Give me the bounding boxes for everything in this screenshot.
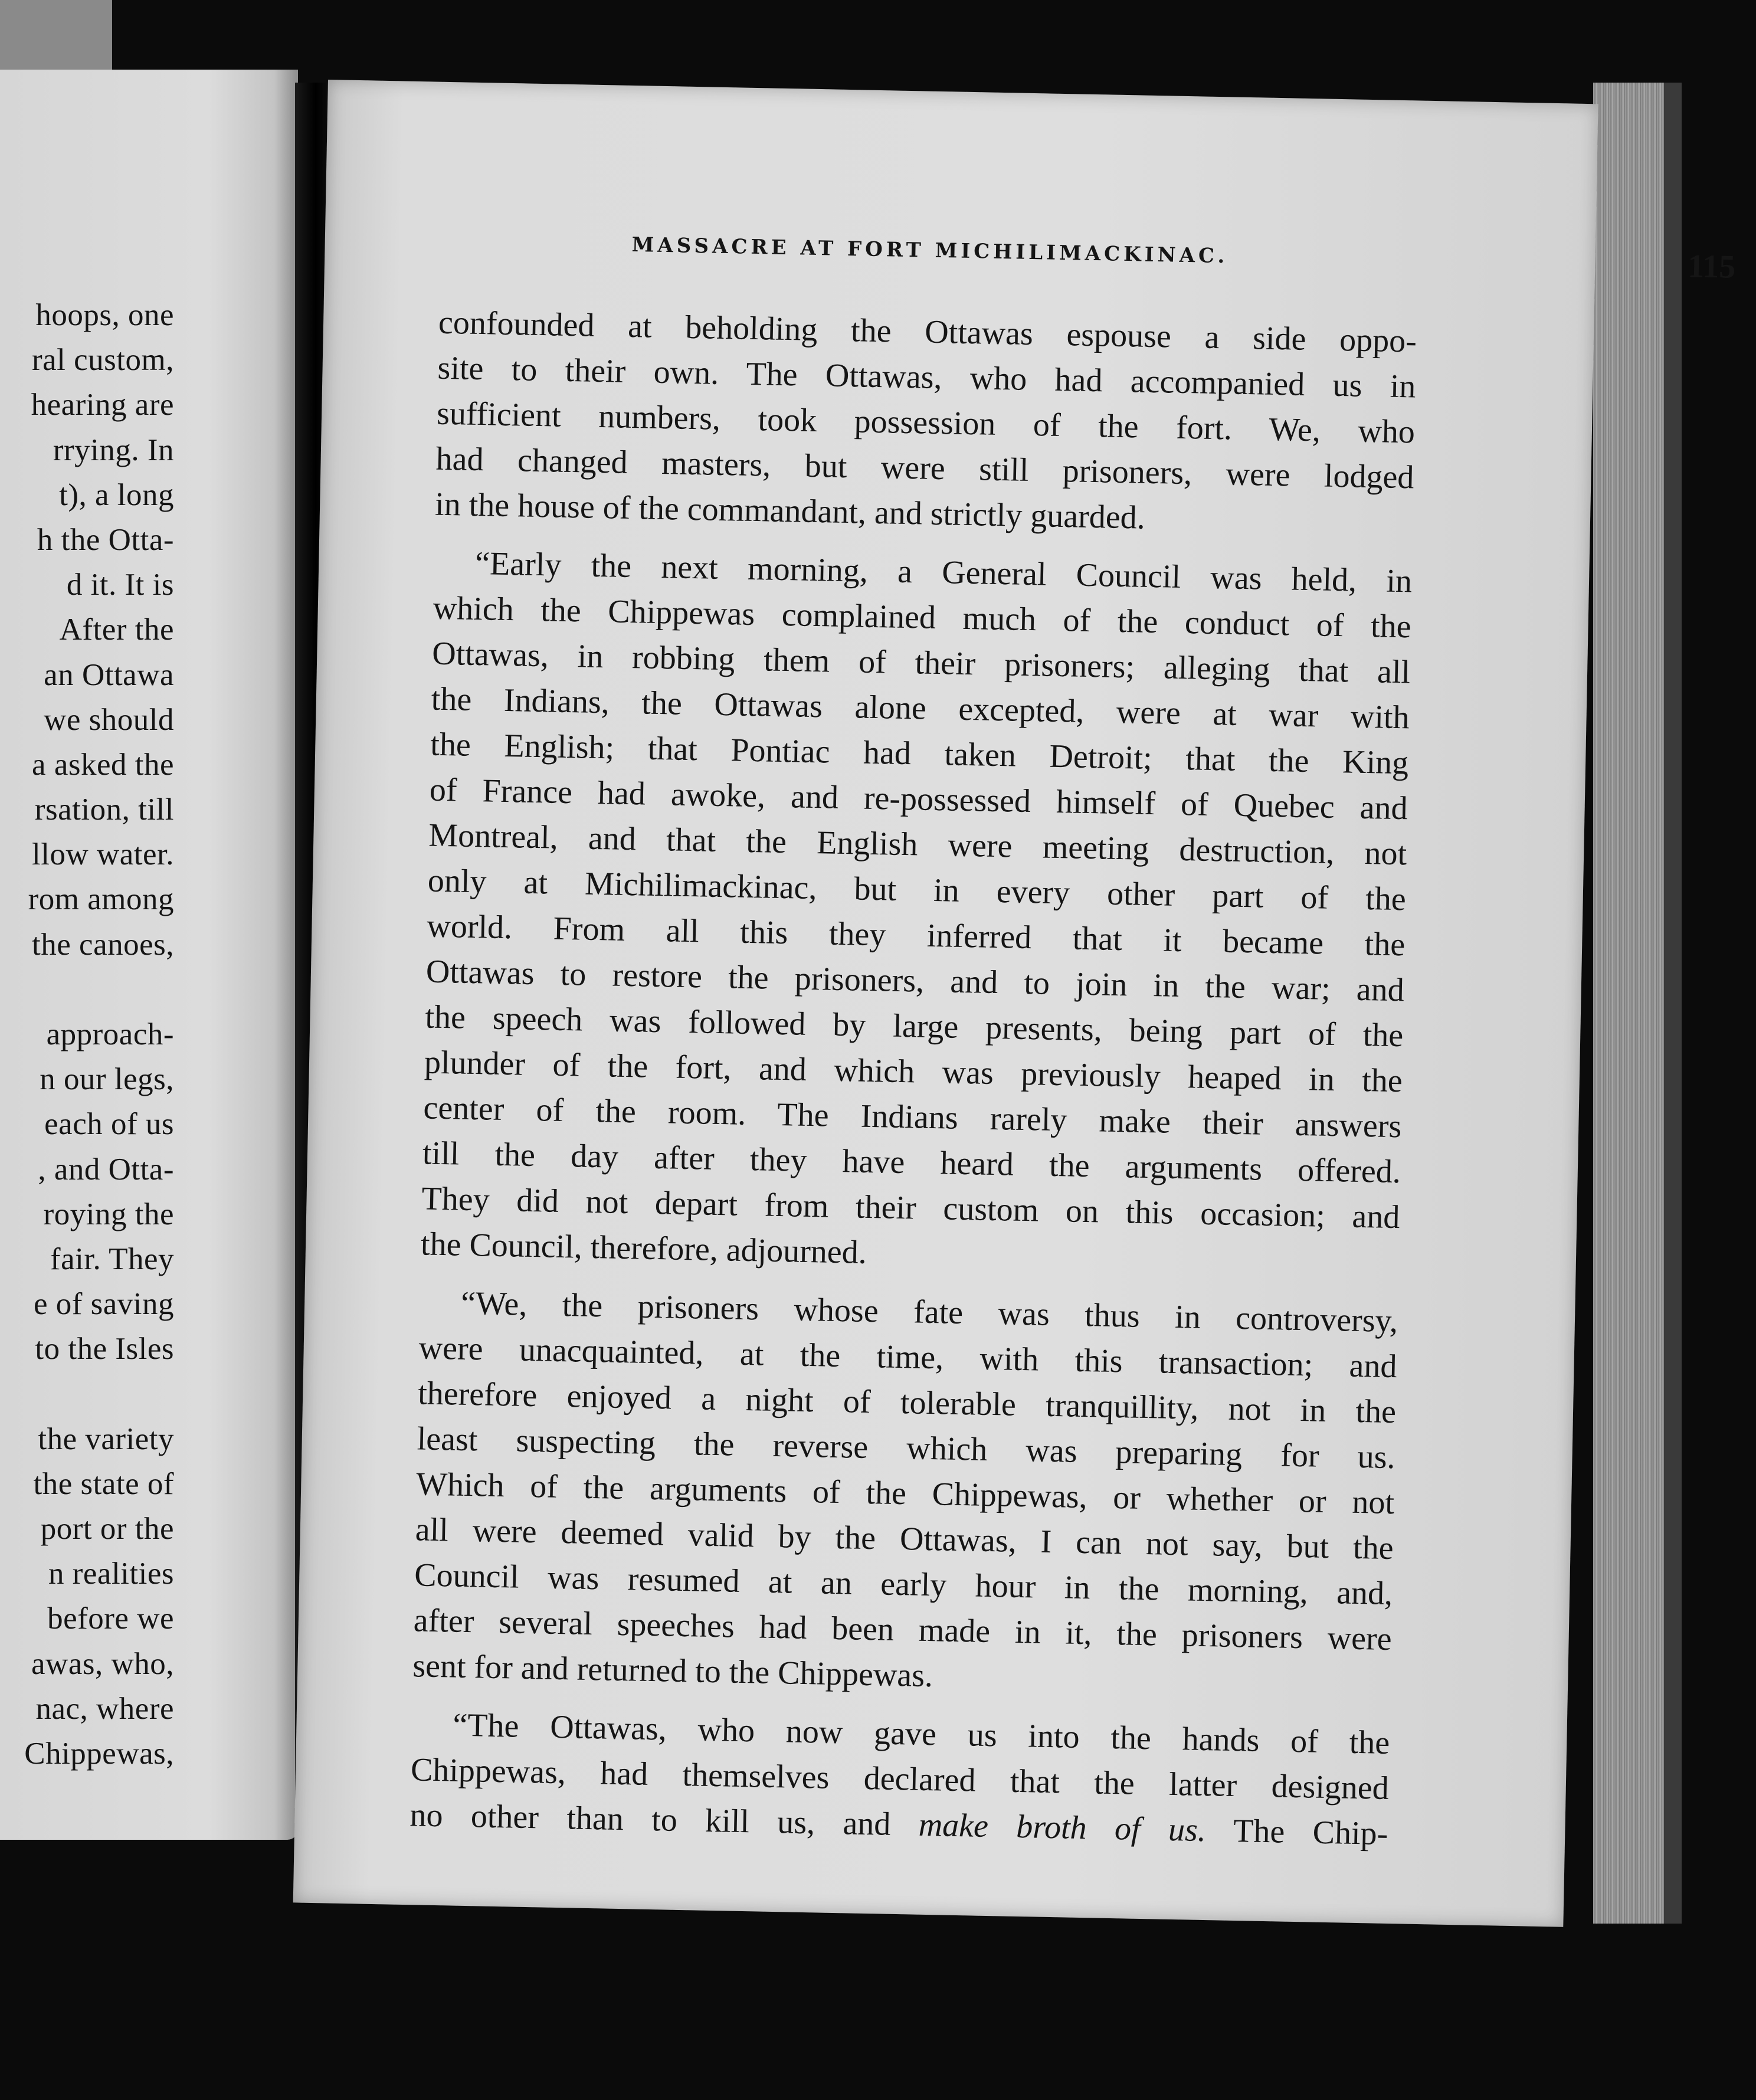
- right-page: [293, 80, 1736, 1927]
- left-page-line: llow water.: [32, 837, 174, 872]
- left-page-line: , and Otta-: [38, 1152, 174, 1187]
- scan-border: [0, 0, 112, 71]
- text-line: the English; that Pontiac had taken Detroit; that the King: [430, 726, 1409, 782]
- paragraph: [420, 540, 1412, 1286]
- left-page-line: h the Otta-: [37, 522, 174, 557]
- text-line: least suspecting the reverse which was preparing for us.: [417, 1420, 1396, 1476]
- text-line: world. From all this they inferred that it became the: [426, 908, 1406, 964]
- text-line: “Early the next morning, a General Council was held, in: [474, 545, 1413, 600]
- text-line: Montreal, and that the English were meeting destruction, not: [428, 817, 1407, 873]
- italic-text-run: make broth of us.: [918, 1806, 1207, 1849]
- text-line: confounded at beholding the Ottawas espouse a side oppo-: [438, 304, 1417, 360]
- text-line: site to their own. The Ottawas, who had accompanied us in: [437, 349, 1416, 405]
- text-line: had changed masters, but were still prisoners, were lodged: [435, 440, 1414, 496]
- paragraph: [412, 1280, 1398, 1708]
- left-page-line: hoops, one: [35, 298, 174, 332]
- text-line: only at Michilimackinac, but in every other part of the: [427, 862, 1407, 918]
- text-line: all were deemed valid by the Ottawas, I can not say, but the: [415, 1511, 1394, 1567]
- left-page-line: rom among: [28, 882, 174, 917]
- text-line: in the house of the commandant, and strictly guarded.: [434, 486, 1146, 536]
- text-run: The Chip-: [1205, 1812, 1388, 1853]
- text-line: sufficient numbers, took possession of the fort. We, who: [436, 395, 1416, 451]
- left-page-line: approach-: [46, 1017, 174, 1051]
- paragraph: [434, 300, 1417, 546]
- left-page-line: the canoes,: [32, 927, 174, 962]
- text-line: “We, the prisoners whose fate was thus in controversy,: [460, 1285, 1398, 1340]
- left-page-line: After the: [59, 612, 174, 647]
- text-line: the Indians, the Ottawas alone excepted, were at war with: [431, 680, 1410, 736]
- text-line: sent for and returned to the Chippewas.: [412, 1647, 933, 1695]
- left-page-line: e of saving: [33, 1287, 174, 1322]
- page-number: 115: [1687, 248, 1736, 286]
- left-page-line: ral custom,: [32, 343, 174, 378]
- text-line: Ottawas to restore the prisoners, and to join in the war; and: [425, 953, 1405, 1009]
- left-page-line: rsation, till: [34, 792, 174, 827]
- left-page-line: n our legs,: [40, 1062, 174, 1097]
- left-page: [0, 70, 298, 1840]
- left-page-line: Chippewas,: [24, 1737, 174, 1771]
- left-page-text: [0, 293, 174, 1776]
- text-line: the Council, therefore, adjourned.: [420, 1226, 867, 1271]
- text-line: Chippewas, had themselves declared that the latter designed: [410, 1751, 1390, 1807]
- left-page-line: before we: [47, 1601, 174, 1636]
- page-body-text: [409, 300, 1417, 1857]
- paragraph: [409, 1702, 1390, 1857]
- text-line: Council was resumed at an early hour in the morning, and,: [414, 1557, 1393, 1613]
- text-line: “The Ottawas, who now gave us into the hands of the: [452, 1706, 1390, 1762]
- left-page-line: each of us: [44, 1107, 174, 1142]
- text-line: till the day after they have heard the arguments offered.: [422, 1135, 1401, 1191]
- left-page-line: fair. They: [50, 1241, 174, 1276]
- running-head: [631, 227, 1753, 296]
- text-line: which the Chippewas complained much of the conduct of the: [433, 589, 1412, 646]
- text-line: the speech was followed by large presents, being part of the: [424, 998, 1404, 1054]
- left-page-line: to the Isles: [35, 1332, 174, 1367]
- text-line: after several speeches had been made in it, the prisoners were: [413, 1602, 1393, 1658]
- left-page-line: hearing are: [31, 388, 174, 422]
- text-line: were unacquainted, at the time, with this transaction; and: [418, 1329, 1398, 1385]
- left-page-line: nac, where: [35, 1691, 174, 1726]
- text-line: Which of the arguments of the Chippewas, or whether or not: [415, 1466, 1395, 1522]
- running-head-title: MASSACRE AT FORT MICHILIMACKINAC.: [631, 232, 1228, 268]
- text-run: no other than to kill us, and: [409, 1797, 919, 1843]
- text-line: plunder of the fort, and which was previously heaped in the: [424, 1044, 1403, 1100]
- left-page-line: the variety: [38, 1421, 174, 1456]
- left-page-line: roying the: [43, 1197, 174, 1231]
- left-page-line: [0, 967, 174, 1012]
- text-line: Ottawas, in robbing them of their prisoners; alleging that all: [431, 635, 1411, 691]
- left-page-line: awas, who,: [31, 1646, 174, 1681]
- left-page-line: we should: [44, 702, 174, 737]
- left-page-line: rrying. In: [53, 433, 174, 467]
- left-page-line: a asked the: [32, 747, 174, 782]
- page-edges: [1593, 83, 1676, 1924]
- left-page-line: [0, 1372, 174, 1417]
- page-edge-shadow: [1664, 83, 1682, 1924]
- left-page-line: port or the: [40, 1512, 174, 1547]
- text-line: therefore enjoyed a night of tolerable tranquillity, not in the: [417, 1375, 1397, 1431]
- left-page-line: d it. It is: [66, 568, 174, 602]
- text-line: They did not depart from their custom on this occasion; and: [421, 1180, 1400, 1236]
- left-page-line: the state of: [33, 1466, 174, 1501]
- text-line: center of the room. The Indians rarely make their answers: [422, 1089, 1402, 1145]
- text-line: of France had awoke, and re-possessed himself of Quebec and: [429, 771, 1408, 827]
- left-page-line: t), a long: [59, 477, 174, 512]
- left-page-line: n realities: [48, 1557, 174, 1591]
- left-page-line: an Ottawa: [44, 657, 174, 692]
